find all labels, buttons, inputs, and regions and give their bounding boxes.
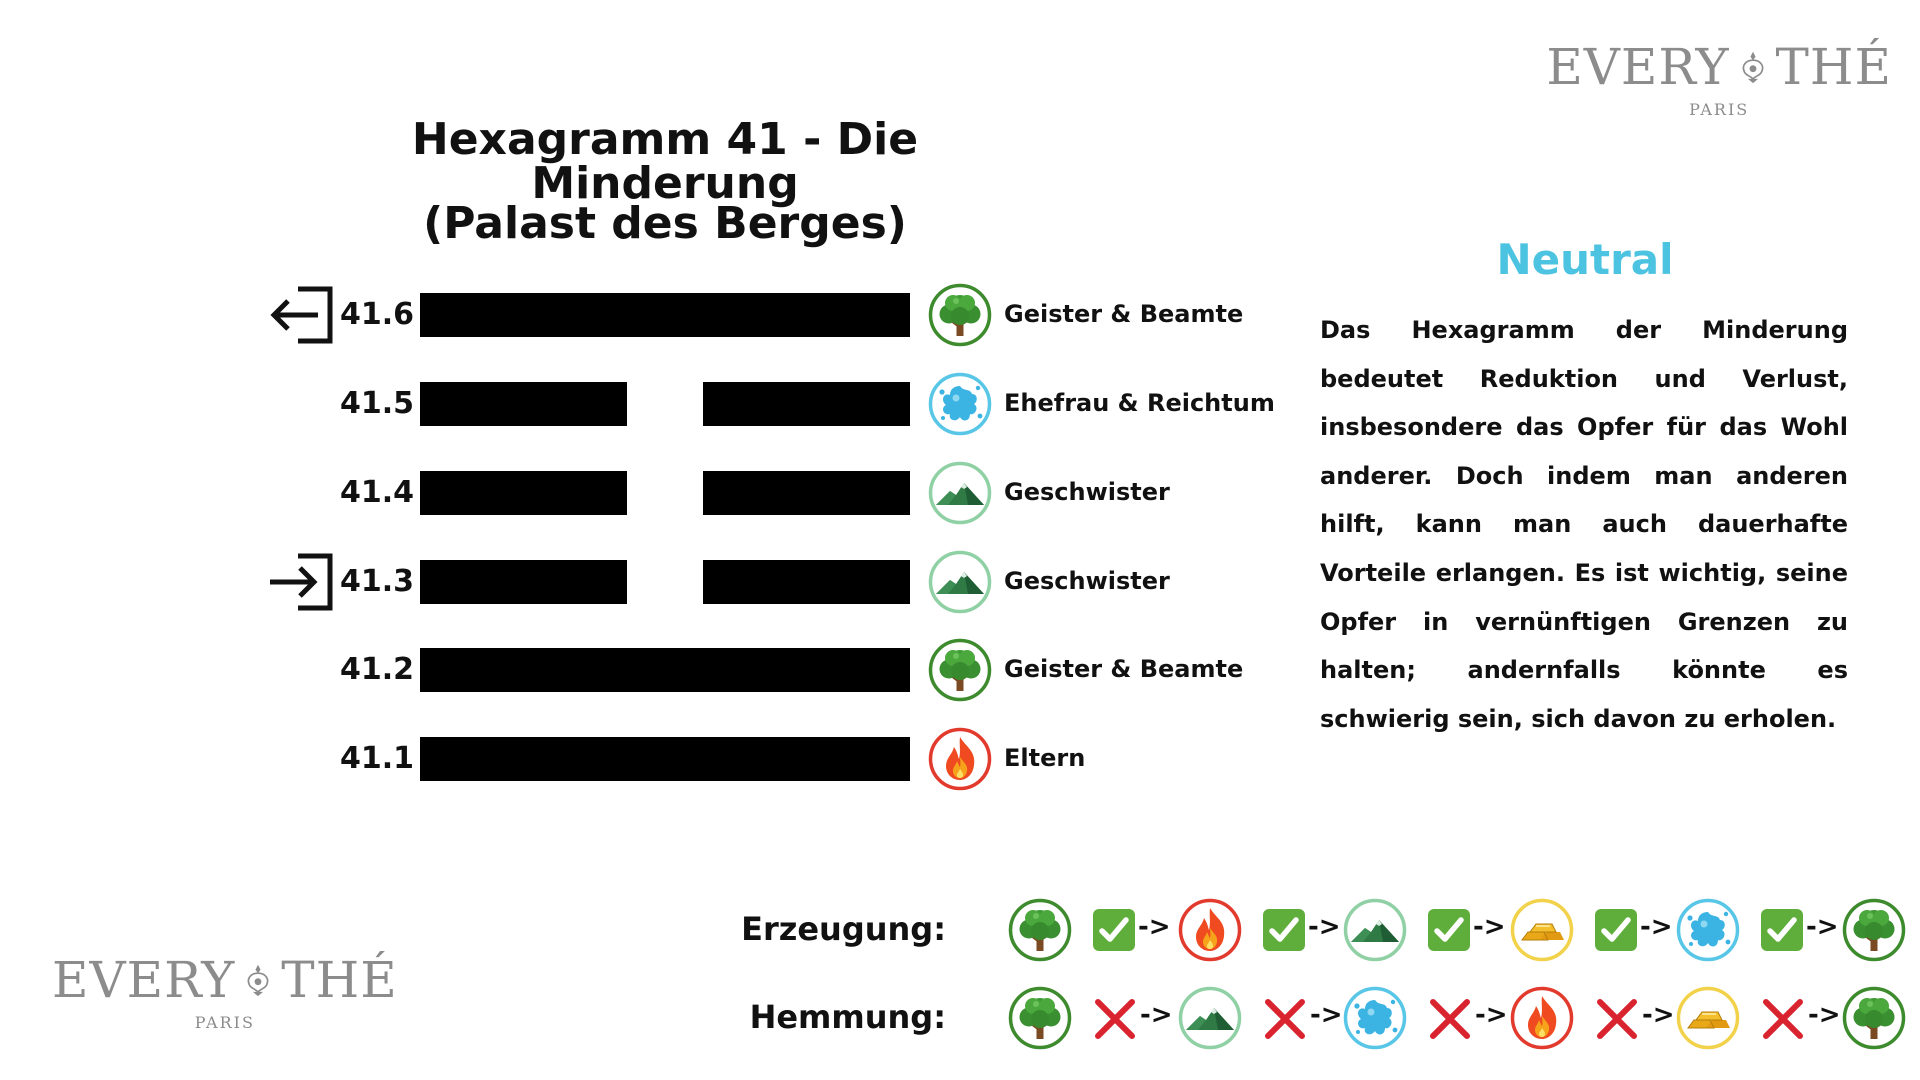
inhibition-label: Hemmung:: [749, 998, 946, 1036]
fire-icon: [1178, 898, 1242, 962]
water-splash-icon: [1676, 898, 1740, 962]
line-relation: Geschwister: [1004, 478, 1170, 506]
cycle-arrow: ->: [1642, 1000, 1675, 1030]
crest-icon: [241, 960, 275, 1000]
cycle-arrow: ->: [1473, 912, 1506, 942]
cycle-arrow: ->: [1808, 1000, 1841, 1030]
cycle-arrow: ->: [1308, 912, 1341, 942]
tree-icon: [928, 283, 992, 347]
cross-icon: [1092, 996, 1138, 1042]
yang-line-bar: [420, 648, 910, 692]
line-relation: Geister & Beamte: [1004, 655, 1244, 683]
line-number: 41.3: [340, 564, 415, 599]
brand-logo-bottom: [52, 951, 398, 1032]
cycle-arrow: ->: [1310, 1000, 1343, 1030]
cross-icon: [1427, 996, 1473, 1042]
fire-icon: [928, 727, 992, 791]
logo-subtitle: PARIS: [1689, 100, 1750, 119]
logo-word-right: THÉ: [281, 951, 398, 1009]
yin-line-bar-left: [420, 560, 627, 604]
cycle-arrow: ->: [1140, 1000, 1173, 1030]
tree-icon: [1008, 898, 1072, 962]
line-number: 41.6: [340, 297, 415, 332]
logo-subtitle: PARIS: [194, 1013, 255, 1032]
line-relation: Geschwister: [1004, 567, 1170, 595]
check-icon: [1760, 908, 1804, 952]
gold-icon: [1676, 986, 1740, 1050]
yin-line-bar-right: [703, 560, 910, 604]
hexagram-line: [0, 638, 1280, 702]
hexagram-line: [0, 283, 1280, 347]
yang-line-bar: [420, 293, 910, 337]
yin-line-bar-left: [420, 471, 627, 515]
line-relation: Geister & Beamte: [1004, 300, 1244, 328]
mountain-icon: [928, 461, 992, 525]
water-splash-icon: [1343, 986, 1407, 1050]
cycle-arrow: ->: [1475, 1000, 1508, 1030]
check-icon: [1427, 908, 1471, 952]
status-label: Neutral: [1496, 235, 1674, 284]
yang-line-bar: [420, 737, 910, 781]
cycle-arrow: ->: [1640, 912, 1673, 942]
line-number: 41.1: [340, 741, 415, 776]
enter-arrow-icon: [268, 552, 338, 612]
cross-icon: [1262, 996, 1308, 1042]
mountain-icon: [1343, 898, 1407, 962]
line-relation: Ehefrau & Reichtum: [1004, 389, 1275, 417]
tree-icon: [1008, 986, 1072, 1050]
line-number: 41.5: [340, 386, 415, 421]
cycle-arrow: ->: [1806, 912, 1839, 942]
cross-icon: [1760, 996, 1806, 1042]
yin-line-bar-right: [703, 471, 910, 515]
line-relation: Eltern: [1004, 744, 1086, 772]
tree-icon: [1842, 986, 1906, 1050]
fire-icon: [1510, 986, 1574, 1050]
hexagram-line: [0, 461, 1280, 525]
mountain-icon: [928, 550, 992, 614]
brand-logo-top: [1546, 38, 1892, 119]
check-icon: [1092, 908, 1136, 952]
generation-label: Erzeugung:: [741, 910, 946, 948]
cycle-arrow: ->: [1138, 912, 1171, 942]
hexagram-line: [0, 727, 1280, 791]
logo-word-right: THÉ: [1775, 38, 1892, 96]
cross-icon: [1594, 996, 1640, 1042]
line-number: 41.4: [340, 475, 415, 510]
check-icon: [1262, 908, 1306, 952]
yin-line-bar-right: [703, 382, 910, 426]
logo-word-left: EVERY: [52, 951, 236, 1009]
crest-icon: [1736, 47, 1770, 87]
tree-icon: [928, 638, 992, 702]
page-subtitle: (Palast des Berges): [423, 198, 907, 249]
line-number: 41.2: [340, 652, 415, 687]
description-text: Das Hexagramm der Minderung bedeutet Reduktion und Verlust, insbesondere das Opfer für das Wohl anderer. Doch indem man anderen hilft, kann man auch dauerhafte Vorteile erlangen. Es ist wichtig, seine Opfer in vernünftigen Grenzen zu halten; andernfalls könnte es schwierig sein, sich davon zu erholen.: [1320, 316, 1848, 733]
tree-icon: [1842, 898, 1906, 962]
gold-icon: [1510, 898, 1574, 962]
mountain-icon: [1178, 986, 1242, 1050]
yin-line-bar-left: [420, 382, 627, 426]
hexagram-line: [0, 372, 1280, 436]
water-splash-icon: [928, 372, 992, 436]
hexagram-line: [0, 550, 1280, 614]
check-icon: [1594, 908, 1638, 952]
logo-word-left: EVERY: [1546, 38, 1730, 96]
page-title: Hexagramm 41 - Die Minderung: [411, 114, 919, 209]
exit-arrow-icon: [268, 285, 338, 345]
